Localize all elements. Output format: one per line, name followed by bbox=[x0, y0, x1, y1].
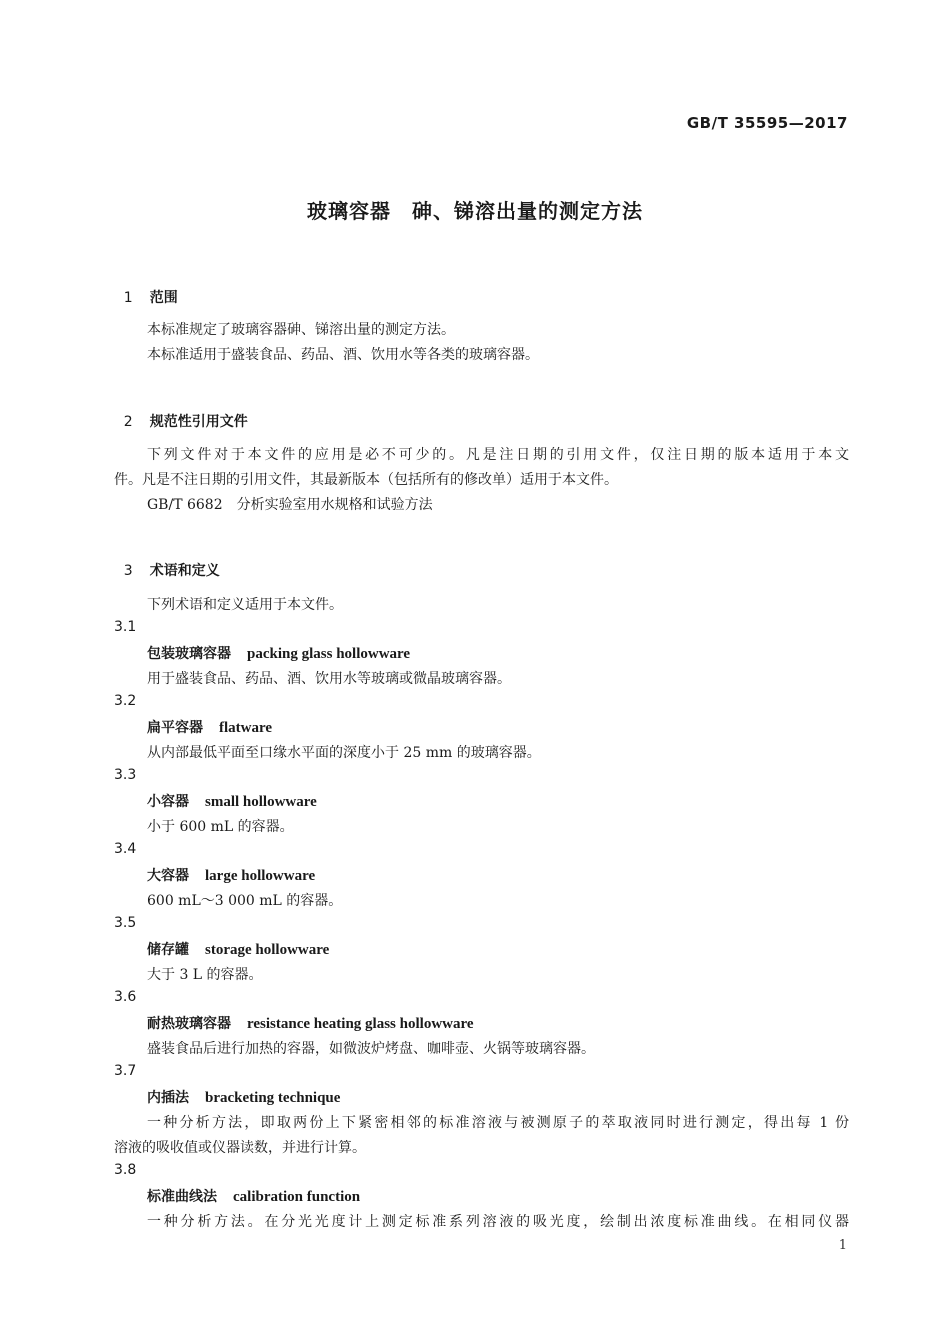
term-definition: 一种分析方法，即取两份上下紧密相邻的标准溶液与被测原子的萃取液同时进行测定，得出每 1 份 bbox=[147, 1115, 849, 1131]
term-name bbox=[147, 791, 317, 811]
term-number: 3.5 bbox=[114, 915, 137, 931]
section-title: 术语和定义 bbox=[149, 563, 220, 579]
term-number: 3.3 bbox=[114, 767, 137, 783]
section-heading-3 bbox=[114, 544, 220, 580]
term-name bbox=[147, 1186, 360, 1206]
term-name-zh: 储存罐 bbox=[147, 942, 189, 958]
term-number: 3.4 bbox=[114, 841, 137, 857]
term-number: 3.1 bbox=[114, 619, 137, 635]
term-definition: 600 mL～3 000 mL 的容器。 bbox=[147, 893, 343, 909]
term-name bbox=[147, 1087, 340, 1107]
term-name-zh: 内插法 bbox=[147, 1090, 189, 1106]
term-number: 3.7 bbox=[114, 1063, 137, 1079]
normative-reference: GB/T 6682 分析实验室用水规格和试验方法 bbox=[147, 497, 433, 513]
section-heading-2 bbox=[114, 395, 248, 431]
term-definition: 溶液的吸收值或仪器读数，并进行计算。 bbox=[114, 1140, 366, 1156]
paragraph: 下列文件对于本文件的应用是必不可少的。凡是注日期的引用文件，仅注日期的版本适用于本文 bbox=[147, 447, 849, 463]
term-number: 3.2 bbox=[114, 693, 137, 709]
page-number: 1 bbox=[838, 1238, 847, 1253]
term-number: 3.8 bbox=[114, 1162, 137, 1178]
term-name-en: storage hollowware bbox=[205, 942, 330, 958]
term-name-en: packing glass hollowware bbox=[247, 646, 411, 662]
term-name-en: calibration function bbox=[233, 1189, 361, 1205]
term-name-zh: 扁平容器 bbox=[147, 720, 203, 736]
term-name bbox=[147, 865, 315, 885]
paragraph: 本标准规定了玻璃容器砷、锑溶出量的测定方法。 bbox=[147, 322, 455, 338]
term-name bbox=[147, 717, 272, 737]
section-number: 1 bbox=[123, 290, 133, 306]
document-title: 玻璃容器 砷、锑溶出量的测定方法 bbox=[307, 199, 643, 223]
term-definition: 一种分析方法。在分光光度计上测定标准系列溶液的吸光度，绘制出浓度标准曲线。在相同仪器 bbox=[147, 1214, 849, 1230]
term-name bbox=[147, 939, 329, 959]
document-code: GB/T 35595—2017 bbox=[686, 114, 848, 132]
term-name-zh: 大容器 bbox=[147, 868, 189, 884]
term-name bbox=[147, 643, 410, 663]
term-definition: 小于 600 mL 的容器。 bbox=[147, 819, 294, 835]
term-name-en: small hollowware bbox=[205, 794, 317, 810]
section-number: 2 bbox=[123, 414, 133, 430]
term-number: 3.6 bbox=[114, 989, 137, 1005]
term-name-en: bracketing technique bbox=[205, 1090, 341, 1106]
section-title: 范围 bbox=[149, 290, 178, 306]
term-name-en: flatware bbox=[219, 720, 273, 736]
term-definition: 大于 3 L 的容器。 bbox=[147, 967, 263, 983]
term-name bbox=[147, 1013, 474, 1033]
term-definition: 从内部最低平面至口缘水平面的深度小于 25 mm 的玻璃容器。 bbox=[147, 745, 541, 761]
term-definition: 用于盛装食品、药品、酒、饮用水等玻璃或微晶玻璃容器。 bbox=[147, 671, 511, 687]
term-name-en: resistance heating glass hollowware bbox=[247, 1016, 474, 1032]
paragraph: 件。凡是不注日期的引用文件，其最新版本（包括所有的修改单）适用于本文件。 bbox=[114, 472, 618, 488]
term-name-en: large hollowware bbox=[205, 868, 316, 884]
term-name-zh: 耐热玻璃容器 bbox=[147, 1016, 231, 1032]
section-title: 规范性引用文件 bbox=[149, 414, 248, 430]
term-name-zh: 包装玻璃容器 bbox=[147, 646, 231, 662]
term-definition: 盛装食品后进行加热的容器，如微波炉烤盘、咖啡壶、火锅等玻璃容器。 bbox=[147, 1041, 595, 1057]
paragraph: 本标准适用于盛装食品、药品、酒、饮用水等各类的玻璃容器。 bbox=[147, 347, 539, 363]
term-name-zh: 小容器 bbox=[147, 794, 189, 810]
paragraph: 下列术语和定义适用于本文件。 bbox=[147, 597, 343, 613]
section-number: 3 bbox=[123, 563, 133, 579]
section-heading-1 bbox=[114, 271, 178, 307]
term-name-zh: 标准曲线法 bbox=[147, 1189, 217, 1205]
